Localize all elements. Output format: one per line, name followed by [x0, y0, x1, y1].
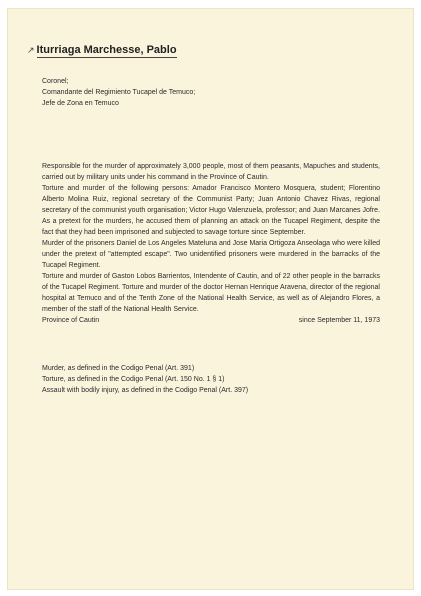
place-label: Province of Cautin: [42, 317, 100, 324]
date-label: since September 11, 1973: [298, 317, 380, 324]
accusation-paragraph: Murder of the prisoners Daniel de Los Angeles Mateluna and Jose Maria Ortigoza Anseolaga who were killed under the pretext of "attempted escape". Two unidentified prisoners were murdered in the barracks of the Tucapel Regiment.: [42, 240, 380, 269]
accusation-paragraph: Torture and murder of Gaston Lobos Barrientos, Intendente of Cautin, and of 22 other people in the barracks of the Tucapel Regiment. Torture and murder of the doctor Hernan Henrique Aravena, director of the regional hospital at Temuco and of the Tenth Zone of the National Health Service, as well as of Alejandro Flores, a member of the staff of the National Health Service.: [42, 273, 380, 313]
position-block: [42, 76, 342, 109]
charge-line: Assault with bodily injury, as defined in the Codigo Penal (Art. 397): [42, 387, 249, 394]
position-line: Jefe de Zona en Temuco: [42, 100, 119, 107]
charges-block: [42, 363, 380, 396]
accusation-paragraph: Torture and murder of the following persons: Amador Francisco Montero Mosquera, student; Florentino Alberto Molina Ruiz, regional secretary of the Communist Party; Juan Antonio Chavez Rivas, regional secretary of the communist youth organisation; Victor Hugo Valenzuela, professor; and Juan Marcanes Jofre. As a pretext for the murders, he accused them of planning an attack on the Tucapel Regiment, despite the fact that they had been imprisoned and subjected to savage torture since September.: [42, 185, 380, 236]
document-page: [7, 8, 414, 590]
charge-line: Murder, as defined in the Codigo Penal (Art. 391): [42, 365, 195, 372]
accusation-paragraph: Responsible for the murder of approximately 3,000 people, most of them peasants, Mapuches and students, carried out by military units under his command in the Province of Cautin.: [42, 163, 380, 181]
charge-line: Torture, as defined in the Codigo Penal (Art. 150 No. 1 § 1): [42, 376, 225, 383]
name-heading: [27, 44, 177, 58]
position-line: Comandante del Regimiento Tucapel de Temuco;: [42, 89, 196, 96]
position-line: Coronel;: [42, 78, 69, 85]
arrow-mark-icon: ↗: [27, 46, 35, 56]
person-name: Iturriaga Marchesse, Pablo: [36, 44, 177, 56]
place-date-line: [42, 315, 380, 326]
accusations-block: [42, 161, 380, 326]
